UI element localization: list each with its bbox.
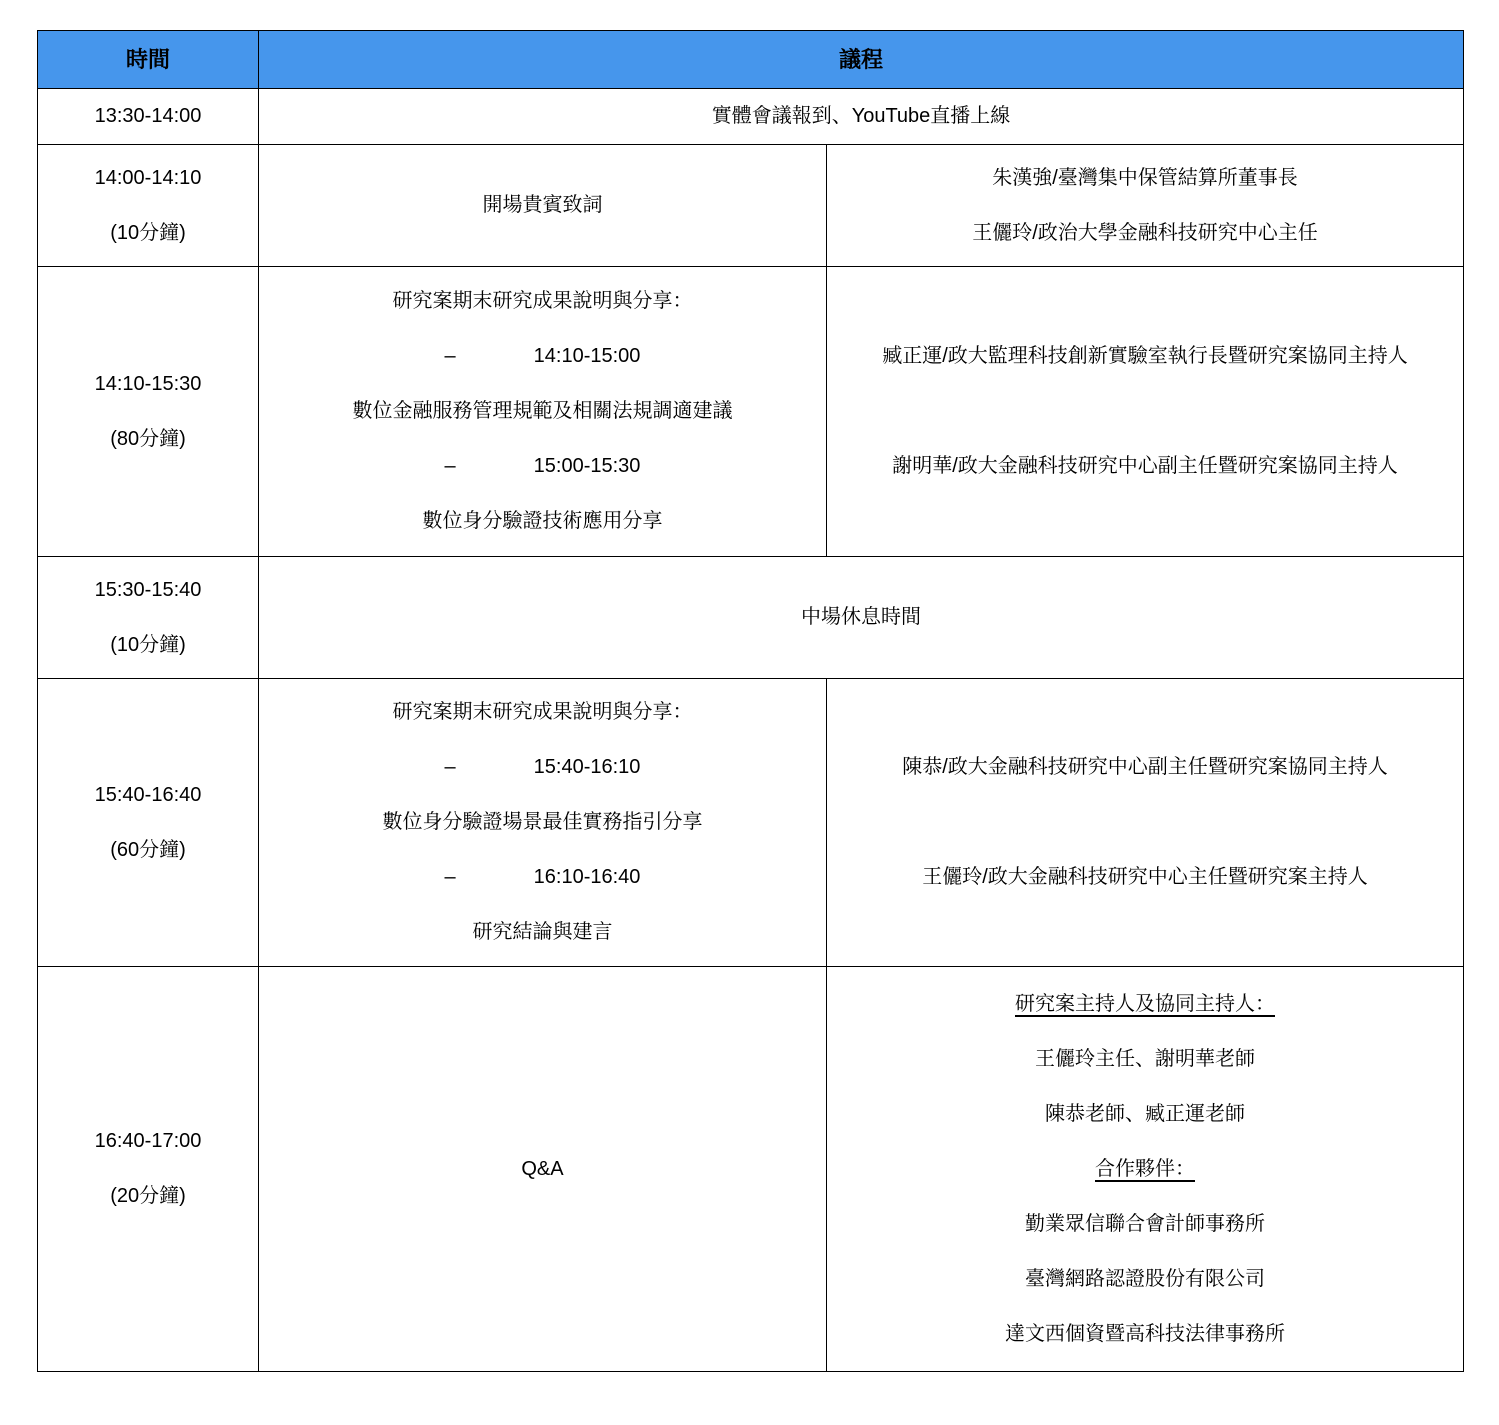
qa-speakers-cell <box>827 967 1464 1372</box>
speaker: 朱漢強/臺灣集中保管結算所董事長 <box>992 166 1298 189</box>
hosts-heading-text: 研究案主持人及協同主持人： <box>1015 992 1275 1015</box>
registration-time-cell <box>38 89 259 145</box>
bullet-dash: – <box>444 866 456 888</box>
partner: 臺灣網路認證股份有限公司 <box>1025 1267 1265 1290</box>
time-range: 14:10-15:30 <box>94 372 202 395</box>
session2-agenda-cell <box>259 679 827 967</box>
speaker: 陳恭/政大金融科技研究中心副主任暨研究案協同主持人 <box>902 756 1388 778</box>
bullet-dash: – <box>444 455 456 477</box>
agenda-item: 研究結論與建言 <box>472 921 613 943</box>
time-range: 13:30-14:00 <box>94 105 202 127</box>
time-range: 15:30-15:40 <box>94 578 202 601</box>
session2-speakers-cell <box>827 679 1464 967</box>
partner: 勤業眾信聯合會計師事務所 <box>1025 1212 1265 1235</box>
speaker: 臧正運/政大監理科技創新實驗室執行長暨研究案協同主持人 <box>882 345 1408 367</box>
bullet-dash: – <box>444 756 456 778</box>
agenda-item: 數位身分驗證技術應用分享 <box>422 510 663 532</box>
row-opening <box>38 145 1464 267</box>
session1-agenda-cell <box>259 267 827 557</box>
bullet-line <box>265 329 820 384</box>
agenda-table <box>37 30 1464 1372</box>
hosts-names: 陳恭老師、臧正運老師 <box>1045 1102 1245 1125</box>
header-agenda-cell <box>259 31 1464 89</box>
duration: (80分鐘) <box>110 427 186 450</box>
bullet-time: 14:10-15:00 <box>533 345 641 367</box>
bullet-time: 15:00-15:30 <box>533 455 641 477</box>
header-time-label: 時間 <box>125 47 170 72</box>
partners-heading-text: 合作夥伴： <box>1095 1157 1195 1180</box>
bullet-time: 16:10-16:40 <box>533 866 641 888</box>
bullet-line <box>265 439 820 494</box>
header-agenda-label: 議程 <box>839 47 884 72</box>
speaker: 王儷玲/政大金融科技研究中心主任暨研究案主持人 <box>922 866 1368 888</box>
partner: 達文西個資暨高科技法律事務所 <box>1005 1322 1285 1345</box>
row-session2 <box>38 679 1464 967</box>
row-session1 <box>38 267 1464 557</box>
agenda-item: 數位身分驗證場景最佳實務指引分享 <box>382 811 703 833</box>
speaker: 王儷玲/政治大學金融科技研究中心主任 <box>972 221 1318 244</box>
bullet-line <box>265 740 820 795</box>
duration: (10分鐘) <box>110 221 186 244</box>
row-registration <box>38 89 1464 145</box>
duration: (20分鐘) <box>110 1185 186 1207</box>
speaker: 謝明華/政大金融科技研究中心副主任暨研究案協同主持人 <box>892 455 1398 477</box>
session2-time-cell <box>38 679 259 967</box>
opening-speakers-cell <box>827 145 1464 267</box>
qa-agenda-cell <box>259 967 827 1372</box>
duration: (60分鐘) <box>110 838 186 861</box>
qa-time-cell <box>38 967 259 1372</box>
time-range: 14:00-14:10 <box>94 166 202 189</box>
opening-agenda-cell <box>259 145 827 267</box>
opening-time-cell <box>38 145 259 267</box>
duration: (10分鐘) <box>110 633 186 656</box>
break-content: 中場休息時間 <box>801 606 921 628</box>
agenda-page <box>0 30 1499 1425</box>
agenda-item: 數位金融服務管理規範及相關法規調適建議 <box>352 400 733 422</box>
break-time-cell <box>38 557 259 679</box>
hosts-names: 王儷玲主任、謝明華老師 <box>1035 1047 1255 1070</box>
partners-heading <box>833 1142 1457 1197</box>
registration-content: 實體會議報到、YouTube直播上線 <box>711 105 1011 127</box>
session1-time-cell <box>38 267 259 557</box>
session1-speakers-cell <box>827 267 1464 557</box>
row-break <box>38 557 1464 679</box>
agenda-item: Q&A <box>521 1157 564 1180</box>
agenda-item: 開場貴賓致詞 <box>482 194 603 216</box>
bullet-time: 15:40-16:10 <box>533 756 641 778</box>
time-range: 16:40-17:00 <box>94 1130 202 1152</box>
hosts-heading <box>833 977 1457 1032</box>
registration-content-cell <box>259 89 1464 145</box>
time-range: 15:40-16:40 <box>94 783 202 806</box>
break-content-cell <box>259 557 1464 679</box>
header-time-cell <box>38 31 259 89</box>
agenda-title: 研究案期末研究成果說明與分享： <box>392 701 693 723</box>
bullet-dash: – <box>444 345 456 367</box>
row-qa <box>38 967 1464 1372</box>
header-row <box>38 31 1464 89</box>
agenda-title: 研究案期末研究成果說明與分享： <box>392 290 693 312</box>
bullet-line <box>265 850 820 905</box>
